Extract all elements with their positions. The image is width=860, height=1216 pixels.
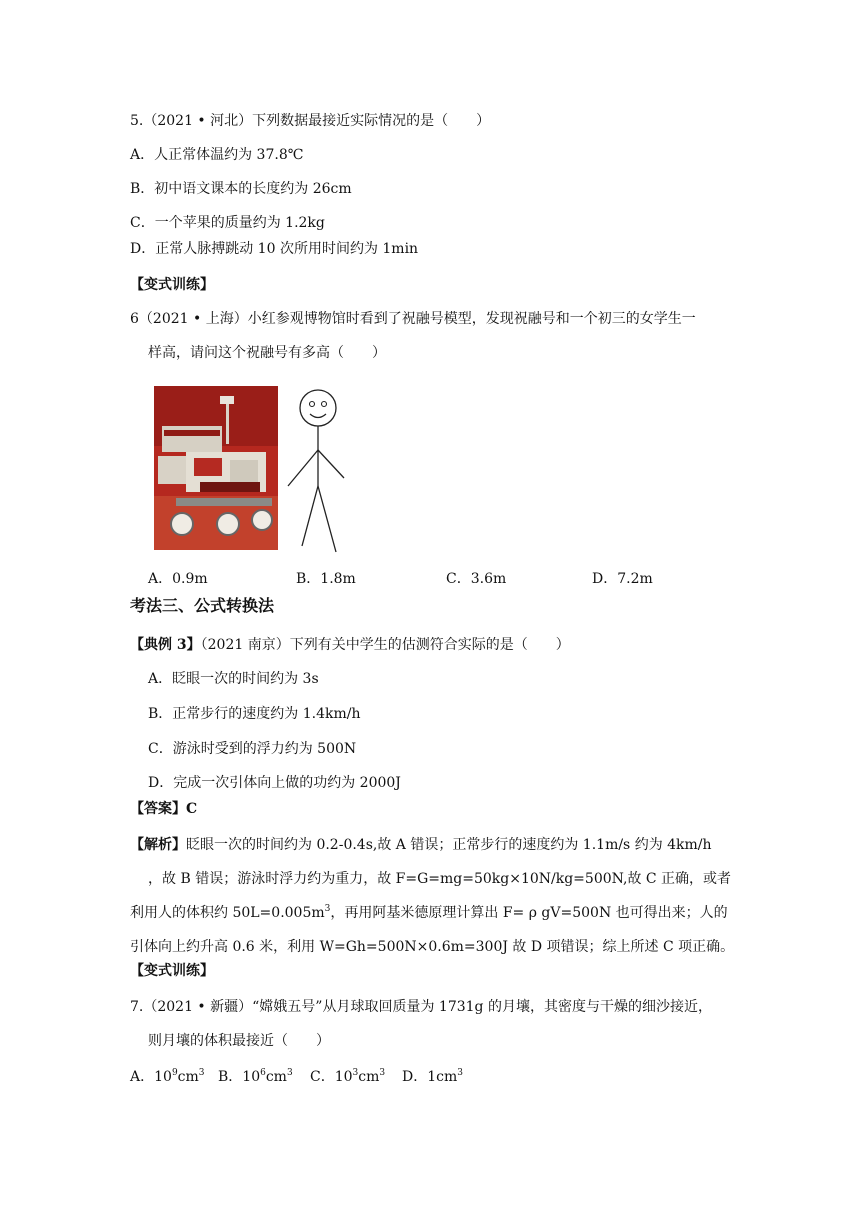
- q6-option-c: C．3.6m: [446, 571, 507, 587]
- q6-stem-line2: 样高，请问这个祝融号有多高（ ）: [148, 345, 386, 361]
- q7-d-prefix: D．1: [402, 1069, 437, 1085]
- q7-stem-line1: 7.（2021 • 新疆）“嫦娥五号”从月球取回质量为 1731g 的月壤，其密度与干燥的细沙接近，: [130, 999, 712, 1015]
- q7-c-exp: 3: [352, 1068, 359, 1078]
- example3-text: （2021 南京）下列有关中学生的估测符合实际的是（ ）: [200, 637, 570, 653]
- example3-answer: 【答案】C: [130, 801, 198, 817]
- analysis-line-3: [130, 904, 728, 922]
- example3-option-a: A．眨眼一次的时间约为 3s: [148, 671, 319, 687]
- q7-d-unit: cm: [436, 1069, 458, 1085]
- analysis-line-4: 引体向上约升高 0.6 米，利用 W=Gh=500N×0.6m=300J 故 D 项错误；综上所述 C 项正确。: [130, 939, 735, 955]
- q7-d-unit-exp: 3: [457, 1068, 463, 1078]
- q7-c-prefix: C．10: [310, 1069, 353, 1085]
- variant-training-label: 【变式训练】: [130, 277, 214, 293]
- q7-b-unit-exp: 3: [286, 1068, 293, 1078]
- q6-stem-line1: 6（2021 • 上海）小红参观博物馆时看到了祝融号模型，发现祝融号和一个初三的女学生一: [130, 311, 696, 327]
- analysis-superscript: 3: [324, 904, 331, 914]
- q7-option-a: [130, 1068, 205, 1086]
- q6-option-b: B．1.8m: [296, 571, 356, 587]
- q7-b-exp: 6: [260, 1068, 266, 1078]
- q7-c-unit-exp: 3: [379, 1068, 386, 1078]
- q5-stem: 5.（2021 • 河北）下列数据最接近实际情况的是（ ）: [130, 113, 491, 129]
- example3-option-b: B．正常步行的速度约为 1.4km/h: [148, 706, 361, 722]
- q7-a-exp: 9: [171, 1068, 178, 1078]
- q7-c-unit: cm: [358, 1069, 380, 1085]
- analysis-text-3b: ，再用阿基米德原理计算出 F= ρ gV=500N 也可得出来；人的: [330, 905, 728, 921]
- example3-option-d: D．完成一次引体向上做的功约为 2000J: [148, 775, 401, 791]
- q5-option-a: A．人正常体温约为 37.8℃: [130, 147, 304, 163]
- analysis-line-2: ，故 B 错误；游泳时浮力约为重力，故 F=G=mg=50kg×10N/kg=500N,故 C 正确，或者: [148, 871, 732, 887]
- section-title: 考法三、公式转换法: [130, 596, 275, 615]
- q7-option-d: [402, 1068, 463, 1086]
- stick-figure-drawing: [284, 386, 348, 554]
- rover-photo: [154, 386, 278, 550]
- variant-training-label-2: 【变式训练】: [130, 963, 214, 979]
- q6-option-a: A．0.9m: [148, 571, 208, 587]
- q7-a-unit: cm: [177, 1069, 199, 1085]
- example3-stem: [130, 636, 570, 654]
- example3-option-c: C．游泳时受到的浮力约为 500N: [148, 741, 357, 757]
- q5-option-b: B．初中语文课本的长度约为 26cm: [130, 181, 352, 197]
- analysis-text-3a: 利用人的体积约 50L=0.005m: [130, 905, 325, 921]
- q5-option-d: D．正常人脉搏跳动 10 次所用时间约为 1min: [130, 241, 419, 257]
- q6-option-d: D．7.2m: [592, 571, 653, 587]
- q7-option-b: [218, 1068, 293, 1086]
- analysis-text-1: 眨眼一次的时间约为 0.2-0.4s,故 A 错误；正常步行的速度约为 1.1m/s 约为 4km/h: [186, 837, 712, 853]
- q7-a-unit-exp: 3: [198, 1068, 205, 1078]
- example3-label: 【典例 3】: [130, 637, 201, 653]
- q5-option-c: C．一个苹果的质量约为 1.2kg: [130, 215, 325, 231]
- q7-b-unit: cm: [265, 1069, 287, 1085]
- q7-stem-line2: 则月壤的体积最接近（ ）: [148, 1033, 330, 1049]
- analysis-label: 【解析】: [130, 837, 186, 853]
- q7-option-c: [310, 1068, 385, 1086]
- analysis-line-1: [130, 836, 712, 854]
- q7-a-prefix: A．10: [130, 1069, 172, 1085]
- q7-b-prefix: B．10: [218, 1069, 261, 1085]
